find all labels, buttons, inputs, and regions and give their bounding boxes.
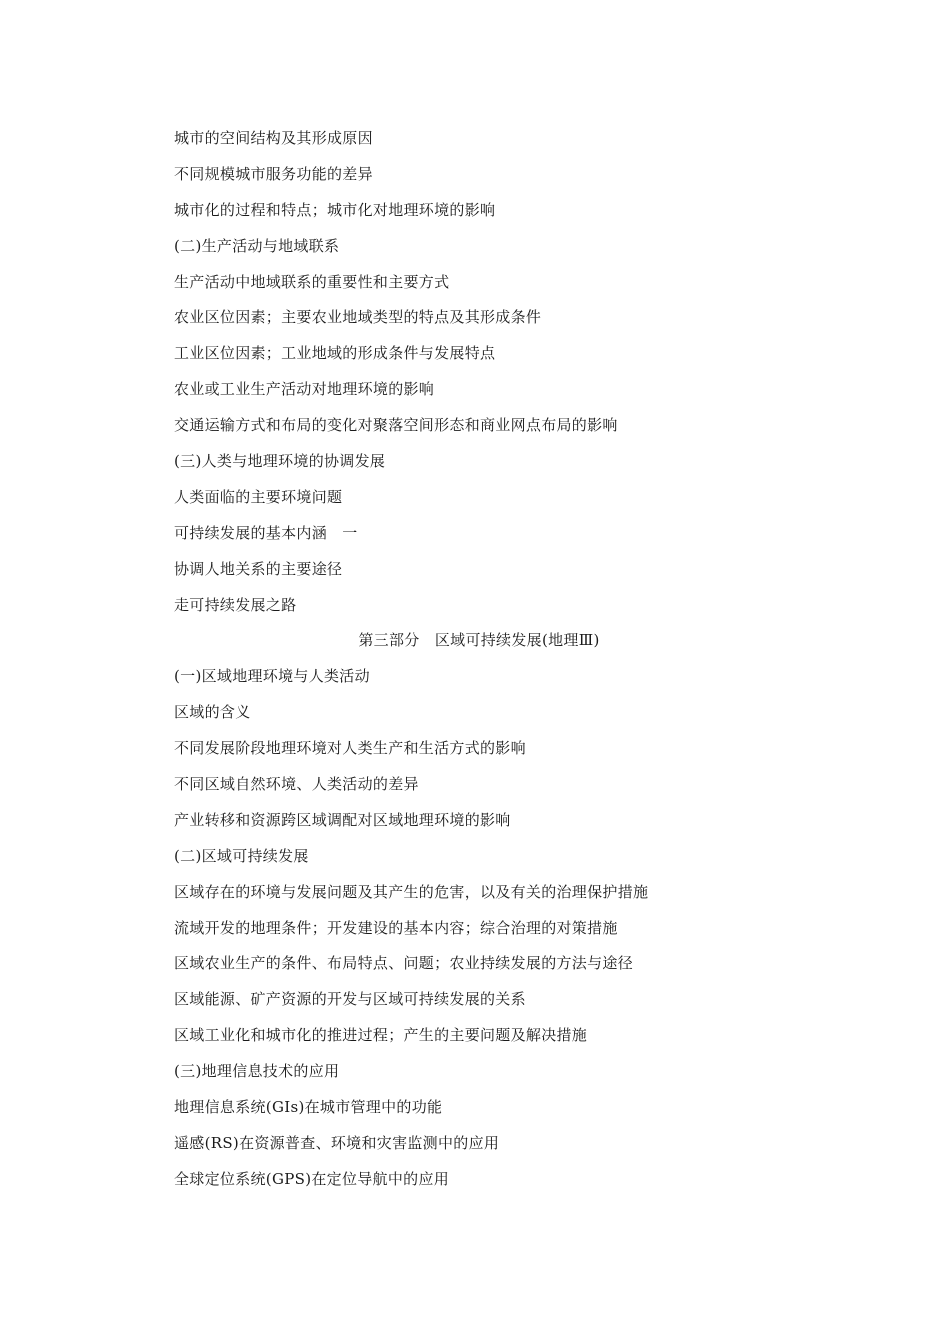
text-line: 农业区位因素；主要农业地域类型的特点及其形成条件 <box>174 308 542 327</box>
text-line: 城市化的过程和特点；城市化对地理环境的影响 <box>174 200 496 219</box>
section-heading: (三)地理信息技术的应用 <box>174 1062 340 1081</box>
text-line: 不同区域自然环境、人类活动的差异 <box>174 775 419 794</box>
section-heading: (一)区域地理环境与人类活动 <box>174 667 370 686</box>
text-line: 区域工业化和城市化的推进过程；产生的主要问题及解决措施 <box>174 1026 588 1045</box>
text-line: 遥感(RS)在资源普查、环境和灾害监测中的应用 <box>174 1133 500 1152</box>
text-line: 全球定位系统(GPS)在定位导航中的应用 <box>174 1169 450 1188</box>
text-line: 城市的空间结构及其形成原因 <box>174 129 373 147</box>
text-line: 流域开发的地理条件；开发建设的基本内容；综合治理的对策措施 <box>174 918 618 937</box>
section-heading: (二)生产活动与地域联系 <box>174 236 340 255</box>
section-heading: (二)区域可持续发展 <box>174 846 309 865</box>
text-line: 生产活动中地域联系的重要性和主要方式 <box>174 272 450 291</box>
text-line: 交通运输方式和布局的变化对聚落空间形态和商业网点布局的影响 <box>174 416 618 435</box>
text-line: 不同规模城市服务功能的差异 <box>174 164 373 183</box>
text-line: 不同发展阶段地理环境对人类生产和生活方式的影响 <box>174 739 526 758</box>
text-line: 区域农业生产的条件、布局特点、问题；农业持续发展的方法与途径 <box>174 954 634 973</box>
text-line: 工业区位因素；工业地域的形成条件与发展特点 <box>174 344 496 363</box>
section-heading: (三)人类与地理环境的协调发展 <box>174 452 386 471</box>
text-line: 区域能源、矿产资源的开发与区域可持续发展的关系 <box>174 990 526 1009</box>
text-line: 地理信息系统(GIs)在城市管理中的功能 <box>174 1098 443 1117</box>
text-line: 农业或工业生产活动对地理环境的影响 <box>174 380 435 399</box>
part-title: 第三部分 区域可持续发展(地理Ⅲ) <box>358 631 600 650</box>
text-line: 区域的含义 <box>174 703 251 722</box>
document-body <box>174 123 774 1200</box>
text-line: 人类面临的主要环境问题 <box>174 487 343 506</box>
text-line: 协调人地关系的主要途径 <box>174 559 343 578</box>
text-line: 产业转移和资源跨区域调配对区域地理环境的影响 <box>174 810 511 829</box>
text-line: 区域存在的环境与发展问题及其产生的危害，以及有关的治理保护措施 <box>174 882 649 901</box>
text-line: 走可持续发展之路 <box>174 595 297 614</box>
text-line: 可持续发展的基本内涵 一 <box>174 523 358 542</box>
